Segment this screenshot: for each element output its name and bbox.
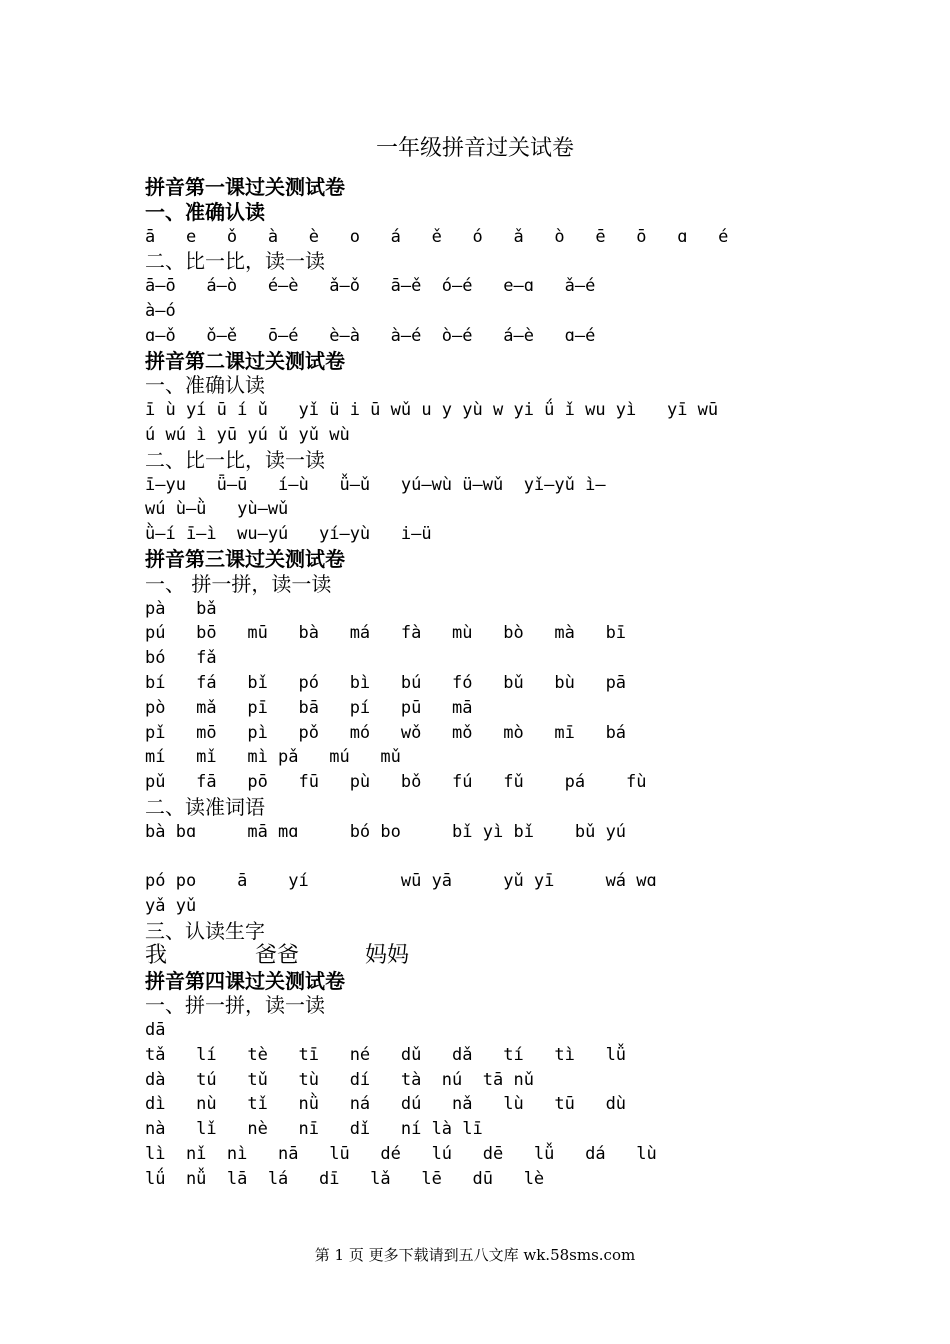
pinyin-line: ī ù yí ū í ǔ yǐ ü i ū wǔ u y yù w yi ǘ ǐ wu yì yī wū bbox=[145, 400, 719, 421]
section-heading: 三、认读生字 bbox=[145, 918, 265, 943]
pinyin-line: pà bǎ bbox=[145, 598, 217, 619]
character-line: 我 爸爸 妈妈 bbox=[145, 942, 410, 968]
pinyin-line: lì nǐ nì nā lū dé lú dē lǚ dá lù bbox=[145, 1144, 657, 1165]
section-heading: 二、比一比，读一读 bbox=[145, 249, 325, 274]
pinyin-line: bí fá bǐ pó bì bú fó bǔ bù pā bbox=[145, 672, 627, 693]
pinyin-line: dā bbox=[145, 1020, 166, 1041]
pinyin-line: pú bō mū bà má fà mù bò mà bī bbox=[145, 623, 627, 644]
pinyin-line: ā e ǒ à è o á ě ó ǎ ò ē ō ɑ é bbox=[145, 226, 729, 247]
document-title: 一年级拼音过关试卷 bbox=[375, 136, 574, 161]
pinyin-line: wú ù—ǜ yù—wǔ bbox=[145, 499, 289, 520]
pinyin-line: dà tú tǔ tù dí tà nú tā nǔ bbox=[145, 1069, 534, 1090]
pinyin-line: nà lǐ nè nī dǐ ní là lī bbox=[145, 1119, 483, 1140]
pinyin-line: ā—ō á—ò é—è ǎ—ǒ ā—ě ó—é e—ɑ ǎ—é bbox=[145, 276, 596, 297]
section-heading: 一、拼一拼，读一读 bbox=[145, 993, 325, 1018]
section-heading: 二、读准词语 bbox=[145, 794, 265, 819]
lesson-heading: 拼音第三课过关测试卷 bbox=[145, 546, 345, 571]
lesson-heading: 拼音第四课过关测试卷 bbox=[145, 968, 345, 993]
blank-line bbox=[145, 845, 825, 870]
pinyin-line: à—ó bbox=[145, 300, 176, 321]
pinyin-line: mí mǐ mì pǎ mú mǔ bbox=[145, 747, 401, 768]
pinyin-line: pǐ mō pì pǒ mó wǒ mǒ mò mī bá bbox=[145, 722, 627, 743]
pinyin-line: tǎ lí tè tī né dǔ dǎ tí tì lǚ bbox=[145, 1044, 627, 1065]
lesson-heading: 拼音第二课过关测试卷 bbox=[145, 348, 345, 373]
page-footer: 第 1 页 更多下载请到五八文库 wk.58sms.com bbox=[314, 1246, 636, 1264]
pinyin-line: bó fǎ bbox=[145, 648, 217, 669]
pinyin-line: ǜ—í ī—ì wu—yú yí—yù i—ü bbox=[145, 524, 432, 545]
pinyin-line: yǎ yǔ bbox=[145, 896, 197, 917]
pinyin-line: lǘ nǚ lā lá dī lǎ lē dū lè bbox=[145, 1168, 545, 1189]
pinyin-line: ú wú ì yū yú ǔ yǔ wù bbox=[145, 424, 350, 445]
section-heading: 一、准确认读 bbox=[145, 199, 265, 224]
lesson-heading: 拼音第一课过关测试卷 bbox=[145, 175, 345, 199]
exam-content bbox=[145, 175, 825, 1192]
pinyin-line: pó po ā yí wū yā yǔ yī wá wɑ bbox=[145, 871, 657, 892]
section-heading: 二、比一比，读一读 bbox=[145, 447, 325, 472]
pinyin-line: bà bɑ mā mɑ bó bo bǐ yì bǐ bǔ yú bbox=[145, 821, 627, 842]
section-heading: 一、准确认读 bbox=[145, 373, 265, 398]
pinyin-line: dì nù tǐ nǜ ná dú nǎ lù tū dù bbox=[145, 1094, 627, 1115]
pinyin-line: pò mǎ pī bā pí pū mā bbox=[145, 697, 473, 718]
section-heading: 一、 拼一拼，读一读 bbox=[145, 571, 332, 596]
pinyin-line: ɑ—ǒ ǒ—ě ō—é è—à à—é ò—é á—è ɑ—é bbox=[145, 325, 596, 346]
pinyin-line: ī—yu ǖ—ū í—ù ǚ—ǔ yú—wù ü—wǔ yǐ—yǔ ì— bbox=[145, 474, 606, 495]
pinyin-line: pǔ fā pō fū pù bǒ fú fǔ pá fù bbox=[145, 772, 647, 793]
